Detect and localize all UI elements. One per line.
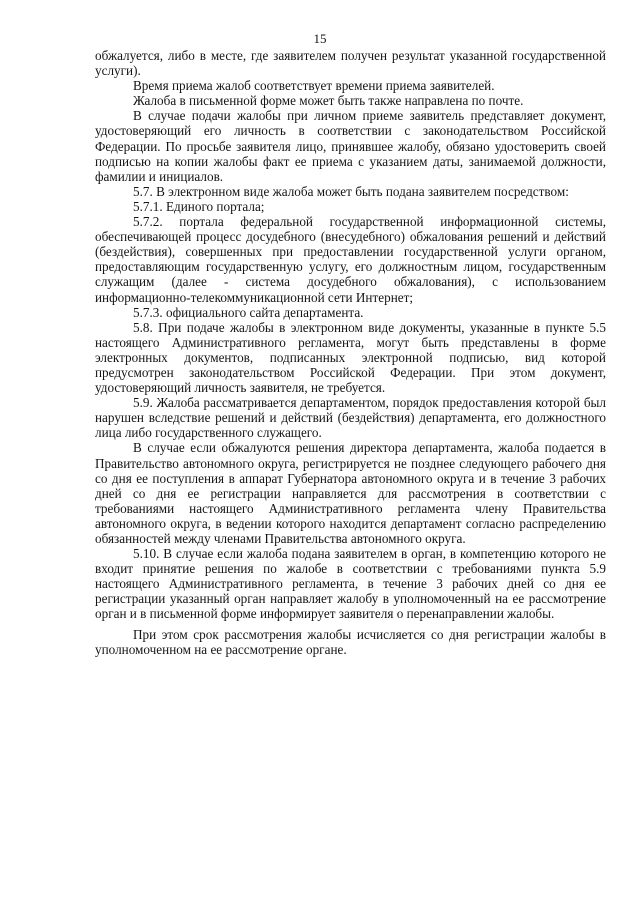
paragraph-5-7-1: 5.7.1. Единого портала;: [133, 198, 265, 214]
paragraph-5-8: 5.8. При подаче жалобы в электронном виде документы, указанные в пункте 5.5 настоящего Административного регламента, могут быть представлены в форме электронных документов, подписанных электронной подписью, вид которой предусмотрен законодательством Российской Федерации. При этом документ, удостоверяющий личность заявителя, не требуется.: [95, 319, 606, 396]
document-body: [95, 48, 606, 657]
paragraph-review-period: При этом срок рассмотрения жалобы исчисляется со дня регистрации жалобы в уполномоченном на ее рассмотрение органе.: [95, 626, 606, 657]
paragraph-5-7-3: 5.7.3. официального сайта департамента.: [133, 304, 364, 320]
paragraph-director-decisions: В случае если обжалуются решения директора департамента, жалоба подается в Правительство автономного округа, регистрируется не позднее следующего рабочего дня со дня ее поступления в аппарат Губернатора автономного округа и в течение 3 рабочих дней со дня ее регистрации направляется для рассмотрения в соответствии с требованиями настоящего Административного регламента члену Правительства автономного округа, в ведении которого находится департамент согласно распределению обязанностей между членами Правительства автономного округа.: [95, 440, 606, 546]
page-number: 15: [313, 31, 327, 46]
paragraph-postal-complaint: Жалоба в письменной форме может быть также направлена по почте.: [133, 93, 524, 109]
paragraph-5-10: 5.10. В случае если жалоба подана заявителем в орган, в компетенцию которого не входит принятие решения по жалобе в соответствии с требованиями пункта 5.9 настоящего Административного регламента, в течение 3 рабочих дней со дня ее регистрации указанный орган направляет жалобу в уполномоченный на ее рассмотрение орган и в письменной форме информирует заявителя о перенаправлении жалобы.: [95, 546, 606, 622]
paragraph-reception-time: Время приема жалоб соответствует времени приема заявителей.: [133, 78, 495, 94]
paragraph-personal-reception: В случае подачи жалобы при личном приеме заявитель представляет документ, удостоверяющий его личность в соответствии с законодательством Российской Федерации. По просьбе заявителя лицо, принявшее жалобу, обязано удостоверить своей подписью на копии жалобы факт ее приема с указанием даты, занимаемой должности, фамилии и инициалов.: [95, 108, 606, 184]
paragraph-continuation: обжалуется, либо в месте, где заявителем получен результат указанной государственной услуги).: [95, 48, 606, 79]
paragraph-5-9: 5.9. Жалоба рассматривается департаментом, порядок предоставления которой был нарушен вследствие решений и действий (бездействия) департамента, его должностного лица либо государственного служащего.: [95, 395, 606, 441]
paragraph-5-7: 5.7. В электронном виде жалоба может быть подана заявителем посредством:: [133, 183, 569, 199]
paragraph-5-7-2: 5.7.2. портала федеральной государственной информационной системы, обеспечивающей процесс досудебного (внесудебного) обжалования решений и действий (бездействия), совершенных при предоставлении государственной услуги органом, предоставляющим государственную услугу, его должностным лицом, государственным служащим (далее - система досудебного обжалования), с использованием информационно-телекоммуникационной сети Интернет;: [95, 214, 606, 305]
